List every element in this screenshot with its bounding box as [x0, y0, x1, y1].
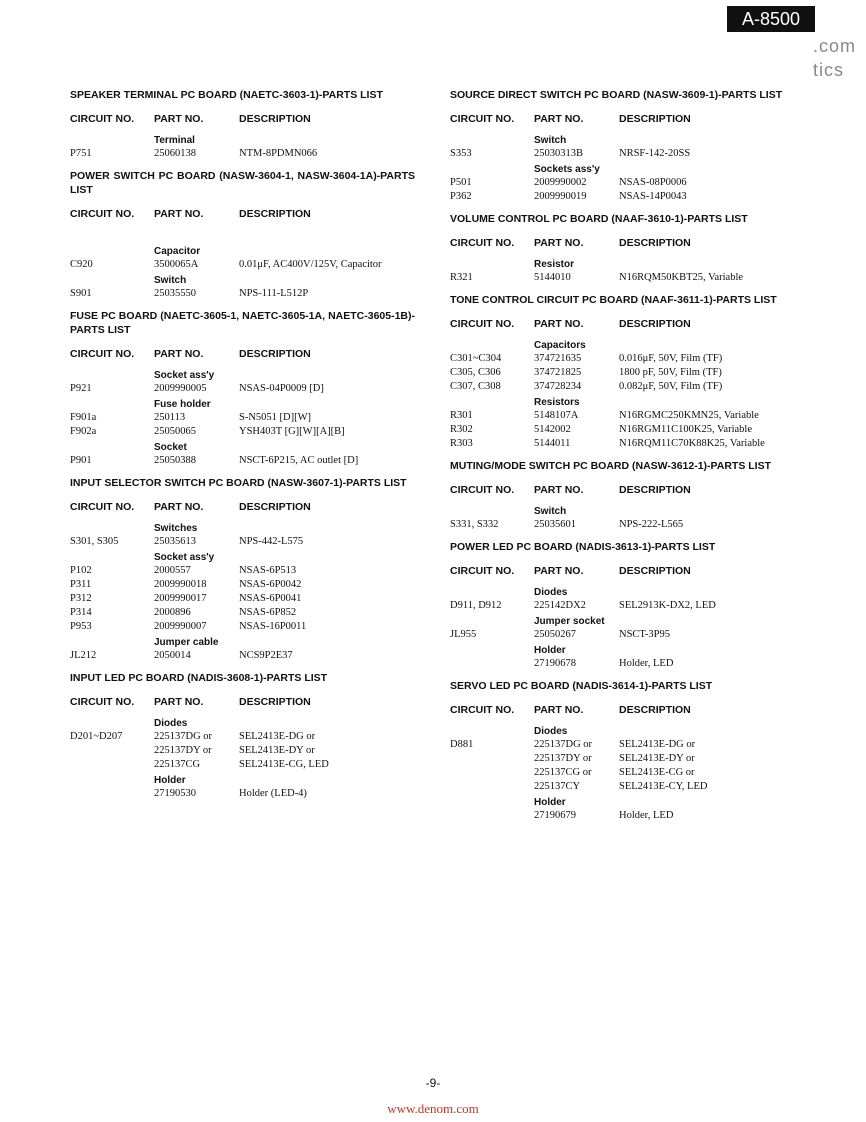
- part-description: NRSF-142-20SS: [619, 148, 691, 159]
- part-row: [450, 176, 795, 190]
- header-description: DESCRIPTION: [619, 565, 691, 577]
- part-description: NPS-222-L565: [619, 519, 684, 530]
- circuit-no: JL955: [450, 629, 477, 640]
- circuit-no: S301, S305: [70, 536, 119, 547]
- part-row: [450, 752, 795, 766]
- circuit-no: P102: [70, 565, 92, 576]
- part-row: [70, 620, 415, 634]
- part-group-label: Jumper cable: [154, 637, 219, 648]
- part-no: 25050065: [154, 426, 196, 437]
- board-title: MUTING/MODE SWITCH PC BOARD (NASW-3612-1)-PARTS LIST: [450, 460, 772, 472]
- part-description: SEL2413E-CG or: [619, 767, 695, 778]
- parts-list-board: [450, 88, 795, 204]
- part-no: 5142002: [534, 424, 571, 435]
- part-description: SEL2413E-DG or: [619, 739, 696, 750]
- part-no: 25035550: [154, 288, 196, 299]
- header-part-no: PART NO.: [154, 696, 204, 708]
- part-no: 2009990017: [154, 593, 207, 604]
- part-description: NSAS-6P513: [239, 565, 297, 576]
- part-row: [70, 730, 415, 744]
- part-group-label: Resistor: [534, 259, 575, 270]
- part-description: NSAS-6P0042: [239, 579, 302, 590]
- header-circuit-no: CIRCUIT NO.: [70, 501, 135, 513]
- part-row: [450, 518, 795, 532]
- circuit-no: P901: [70, 455, 92, 466]
- column-header-row: [450, 564, 795, 578]
- circuit-no: P362: [450, 191, 472, 202]
- part-group-label: Holder: [534, 645, 566, 656]
- circuit-no: P501: [450, 177, 472, 188]
- part-description: N16RQM11C70K88K25, Variable: [619, 438, 765, 449]
- part-no: 25050267: [534, 629, 576, 640]
- part-no: 25030313B: [534, 148, 584, 159]
- part-no: 2000896: [154, 607, 191, 618]
- part-group-label: Switch: [154, 275, 187, 286]
- part-row: [70, 592, 415, 606]
- header-description: DESCRIPTION: [239, 348, 311, 360]
- part-no: 5144011: [534, 438, 571, 449]
- part-group-label: Diodes: [534, 726, 568, 737]
- part-no: 374728234: [534, 381, 582, 392]
- watermark-text-1: .com: [813, 36, 857, 56]
- part-description: SEL2413E-DY or: [619, 753, 695, 764]
- header-description: DESCRIPTION: [619, 704, 691, 716]
- header-part-no: PART NO.: [534, 113, 584, 125]
- part-description: NSAS-16P0011: [239, 621, 307, 632]
- part-description: 0.082μF, 50V, Film (TF): [619, 381, 723, 392]
- header-description: DESCRIPTION: [619, 237, 691, 249]
- header-circuit-no: CIRCUIT NO.: [450, 318, 515, 330]
- header-circuit-no: CIRCUIT NO.: [70, 208, 135, 220]
- part-row: [450, 809, 795, 823]
- circuit-no: P921: [70, 383, 92, 394]
- part-group-label: Sockets ass'y: [534, 164, 600, 175]
- header-circuit-no: CIRCUIT NO.: [70, 696, 135, 708]
- part-no: 25060138: [154, 148, 196, 159]
- header-circuit-no: CIRCUIT NO.: [450, 704, 515, 716]
- part-no: 25050388: [154, 455, 196, 466]
- header-part-no: PART NO.: [534, 484, 584, 496]
- part-description: NPS-111-L512P: [239, 288, 309, 299]
- board-title: INPUT LED PC BOARD (NADIS-3608-1)-PARTS LIST: [70, 672, 328, 684]
- circuit-no: C920: [70, 259, 93, 270]
- board-title: POWER LED PC BOARD (NADIS-3613-1)-PARTS LIST: [450, 541, 716, 553]
- header-circuit-no: CIRCUIT NO.: [450, 237, 515, 249]
- part-description: Holder (LED-4): [239, 788, 307, 799]
- circuit-no: F901a: [70, 412, 97, 423]
- header-part-no: PART NO.: [154, 348, 204, 360]
- part-row: [70, 454, 415, 468]
- right-column: [450, 88, 795, 831]
- part-no: 225142DX2: [534, 600, 586, 611]
- part-row: [70, 411, 415, 425]
- part-no: 225137DY or: [534, 753, 592, 764]
- part-row: [70, 147, 415, 161]
- column-header-row: [70, 695, 415, 709]
- part-row: [450, 738, 795, 752]
- circuit-no: R303: [450, 438, 473, 449]
- part-description: SEL2413E-DG or: [239, 731, 316, 742]
- part-group-label: Fuse holder: [154, 399, 211, 410]
- part-no: 225137CG: [154, 759, 201, 770]
- part-row: [450, 147, 795, 161]
- part-group-label: Capacitors: [534, 340, 586, 351]
- part-row: [70, 744, 415, 758]
- part-description: N16RGMC250KMN25, Variable: [619, 410, 759, 421]
- header-description: DESCRIPTION: [239, 696, 311, 708]
- part-row: [450, 366, 795, 380]
- part-row: [450, 352, 795, 366]
- column-header-row: [70, 347, 415, 361]
- part-no: 225137DY or: [154, 745, 212, 756]
- circuit-no: C305, C306: [450, 367, 501, 378]
- part-description: SEL2413E-DY or: [239, 745, 315, 756]
- page-number: -9-: [425, 1076, 441, 1090]
- part-description: NSAS-04P0009 [D]: [239, 383, 324, 394]
- part-group-label: Socket ass'y: [154, 370, 215, 381]
- parts-list-board: [70, 476, 415, 663]
- column-header-row: [450, 483, 795, 497]
- part-group-label: Terminal: [154, 135, 195, 146]
- part-row: [70, 425, 415, 439]
- part-no: 25035601: [534, 519, 576, 530]
- column-header-row: [70, 500, 415, 514]
- part-no: 27190679: [534, 810, 576, 821]
- column-header-row: [450, 236, 795, 250]
- column-header-row: [450, 112, 795, 126]
- part-group-label: Diodes: [534, 587, 568, 598]
- parts-list-board: [70, 671, 415, 801]
- part-description: YSH403T [G][W][A][B]: [239, 426, 345, 437]
- board-title: INPUT SELECTOR SWITCH PC BOARD (NASW-3607-1)-PARTS LIST: [70, 477, 407, 489]
- parts-list-board: [70, 309, 415, 468]
- part-no: 225137CY: [534, 781, 581, 792]
- part-no: 27190530: [154, 788, 196, 799]
- header-description: DESCRIPTION: [239, 208, 311, 220]
- board-title: POWER SWITCH PC BOARD (NASW-3604-1, NASW-3604-1A)-PARTS LIST: [70, 170, 415, 196]
- part-no: 5144010: [534, 272, 571, 283]
- header-circuit-no: CIRCUIT NO.: [450, 565, 515, 577]
- circuit-no: [70, 744, 154, 758]
- part-description: 1800 pF, 50V, Film (TF): [619, 367, 722, 378]
- part-group-label: Holder: [154, 775, 186, 786]
- part-no: 250113: [154, 412, 186, 423]
- circuit-no: P751: [70, 148, 92, 159]
- part-description: NTM-8PDMN066: [239, 148, 318, 159]
- part-no: 25035613: [154, 536, 196, 547]
- board-title: SERVO LED PC BOARD (NADIS-3614-1)-PARTS LIST: [450, 680, 713, 692]
- circuit-no: JL212: [70, 650, 97, 661]
- part-no: 374721825: [534, 367, 582, 378]
- part-row: [70, 649, 415, 663]
- part-description: SEL2413E-CG, LED: [239, 759, 329, 770]
- part-no: 2000557: [154, 565, 191, 576]
- part-description: NCS9P2E37: [239, 650, 293, 661]
- circuit-no: P312: [70, 593, 92, 604]
- part-row: [70, 382, 415, 396]
- header-part-no: PART NO.: [534, 318, 584, 330]
- circuit-no: S353: [450, 148, 472, 159]
- header-circuit-no: CIRCUIT NO.: [70, 113, 135, 125]
- part-description: NSCT-6P215, AC outlet [D]: [239, 455, 359, 466]
- circuit-no: [70, 758, 154, 772]
- circuit-no: [450, 766, 534, 780]
- circuit-no: [70, 787, 154, 801]
- parts-list-board: [450, 540, 795, 671]
- circuit-no: D201~D207: [70, 731, 123, 742]
- footer-url[interactable]: www.denom.com: [387, 1101, 479, 1116]
- part-no: 2009990019: [534, 191, 587, 202]
- header-description: DESCRIPTION: [239, 113, 311, 125]
- part-description: S-N5051 [D][W]: [239, 412, 312, 423]
- part-no: 225137DG or: [154, 731, 213, 742]
- part-description: 0.016μF, 50V, Film (TF): [619, 353, 723, 364]
- part-no: 3500065A: [154, 259, 199, 270]
- part-row: [450, 437, 795, 451]
- board-title: TONE CONTROL CIRCUIT PC BOARD (NAAF-3611-1)-PARTS LIST: [450, 294, 777, 306]
- circuit-no: D911, D912: [450, 600, 502, 611]
- parts-list-board: [70, 88, 415, 161]
- column-header-row: [70, 112, 415, 126]
- part-group-label: Switch: [534, 135, 567, 146]
- circuit-no: P311: [70, 579, 92, 590]
- header-part-no: PART NO.: [534, 237, 584, 249]
- parts-list-board: [450, 293, 795, 451]
- column-header-row: [450, 703, 795, 717]
- part-description: Holder, LED: [619, 810, 674, 821]
- circuit-no: S331, S332: [450, 519, 499, 530]
- part-row: [450, 423, 795, 437]
- header-part-no: PART NO.: [154, 501, 204, 513]
- part-group-label: Switch: [534, 506, 567, 517]
- part-description: NSAS-14P0043: [619, 191, 687, 202]
- part-row: [70, 578, 415, 592]
- part-description: NSAS-6P0041: [239, 593, 302, 604]
- section-spacer: [70, 229, 415, 243]
- part-no: 374721635: [534, 353, 582, 364]
- part-description: 0.01μF, AC400V/125V, Capacitor: [239, 259, 382, 270]
- part-description: NSAS-08P0006: [619, 177, 687, 188]
- header-part-no: PART NO.: [534, 565, 584, 577]
- board-title: SOURCE DIRECT SWITCH PC BOARD (NASW-3609-1)-PARTS LIST: [450, 89, 783, 101]
- part-group-label: Switches: [154, 523, 198, 534]
- part-row: [450, 780, 795, 794]
- column-header-row: [70, 207, 415, 221]
- part-no: 225137CG or: [534, 767, 592, 778]
- part-row: [450, 190, 795, 204]
- part-no: 5148107A: [534, 410, 579, 421]
- part-no: 2050014: [154, 650, 191, 661]
- part-group-label: Socket: [154, 442, 187, 453]
- part-no: 27190678: [534, 658, 576, 669]
- header-circuit-no: CIRCUIT NO.: [70, 348, 135, 360]
- part-description: N16RGM11C100K25, Variable: [619, 424, 752, 435]
- circuit-no: C301~C304: [450, 353, 502, 364]
- part-group-label: Socket ass'y: [154, 552, 215, 563]
- part-no: 2009990005: [154, 383, 207, 394]
- header-part-no: PART NO.: [534, 704, 584, 716]
- header-description: DESCRIPTION: [619, 484, 691, 496]
- circuit-no: S901: [70, 288, 92, 299]
- part-row: [450, 409, 795, 423]
- part-description: SEL2913K-DX2, LED: [619, 600, 716, 611]
- part-row: [70, 258, 415, 272]
- part-group-label: Holder: [534, 797, 566, 808]
- circuit-no: [450, 657, 534, 671]
- header-description: DESCRIPTION: [619, 318, 691, 330]
- board-title: FUSE PC BOARD (NAETC-3605-1, NAETC-3605-1A, NAETC-3605-1B)-PARTS LIST: [70, 310, 415, 336]
- part-row: [450, 766, 795, 780]
- part-group-label: Capacitor: [154, 246, 201, 257]
- parts-list-board: [450, 679, 795, 823]
- part-row: [450, 657, 795, 671]
- part-row: [70, 758, 415, 772]
- part-no: 2009990018: [154, 579, 207, 590]
- part-description: SEL2413E-CY, LED: [619, 781, 708, 792]
- header-description: DESCRIPTION: [239, 501, 311, 513]
- model-tag: A-8500: [727, 6, 815, 32]
- header-circuit-no: CIRCUIT NO.: [450, 484, 515, 496]
- circuit-no: R321: [450, 272, 473, 283]
- part-description: NPS-442-L575: [239, 536, 304, 547]
- parts-list-board: [450, 212, 795, 285]
- part-description: NSCT-3P95: [619, 629, 670, 640]
- watermark-text-2: tics: [813, 60, 844, 80]
- board-title: VOLUME CONTROL PC BOARD (NAAF-3610-1)-PARTS LIST: [450, 213, 748, 225]
- circuit-no: P953: [70, 621, 92, 632]
- circuit-no: F902a: [70, 426, 97, 437]
- circuit-no: [450, 780, 534, 794]
- column-header-row: [450, 317, 795, 331]
- header-part-no: PART NO.: [154, 113, 204, 125]
- part-row: [450, 380, 795, 394]
- part-description: N16RQM50KBT25, Variable: [619, 272, 744, 283]
- circuit-no: C307, C308: [450, 381, 501, 392]
- part-row: [70, 787, 415, 801]
- part-no: 225137DG or: [534, 739, 593, 750]
- parts-list-board: [70, 169, 415, 301]
- part-row: [70, 606, 415, 620]
- circuit-no: R301: [450, 410, 473, 421]
- part-row: [70, 287, 415, 301]
- parts-list-board: [450, 459, 795, 532]
- part-row: [450, 271, 795, 285]
- part-description: NSAS-6P852: [239, 607, 297, 618]
- part-group-label: Diodes: [154, 718, 188, 729]
- left-column: [70, 88, 415, 809]
- circuit-no: [450, 752, 534, 766]
- header-circuit-no: CIRCUIT NO.: [450, 113, 515, 125]
- part-description: Holder, LED: [619, 658, 674, 669]
- part-row: [450, 599, 795, 613]
- circuit-no: [450, 809, 534, 823]
- part-group-label: Resistors: [534, 397, 580, 408]
- part-no: 2009990007: [154, 621, 207, 632]
- header-description: DESCRIPTION: [619, 113, 691, 125]
- part-group-label: Jumper socket: [534, 616, 605, 627]
- part-row: [70, 564, 415, 578]
- part-row: [70, 535, 415, 549]
- circuit-no: R302: [450, 424, 473, 435]
- part-row: [450, 628, 795, 642]
- part-no: 2009990002: [534, 177, 587, 188]
- board-title: SPEAKER TERMINAL PC BOARD (NAETC-3603-1)-PARTS LIST: [70, 89, 383, 101]
- circuit-no: P314: [70, 607, 92, 618]
- circuit-no: D881: [450, 739, 474, 750]
- header-part-no: PART NO.: [154, 208, 204, 220]
